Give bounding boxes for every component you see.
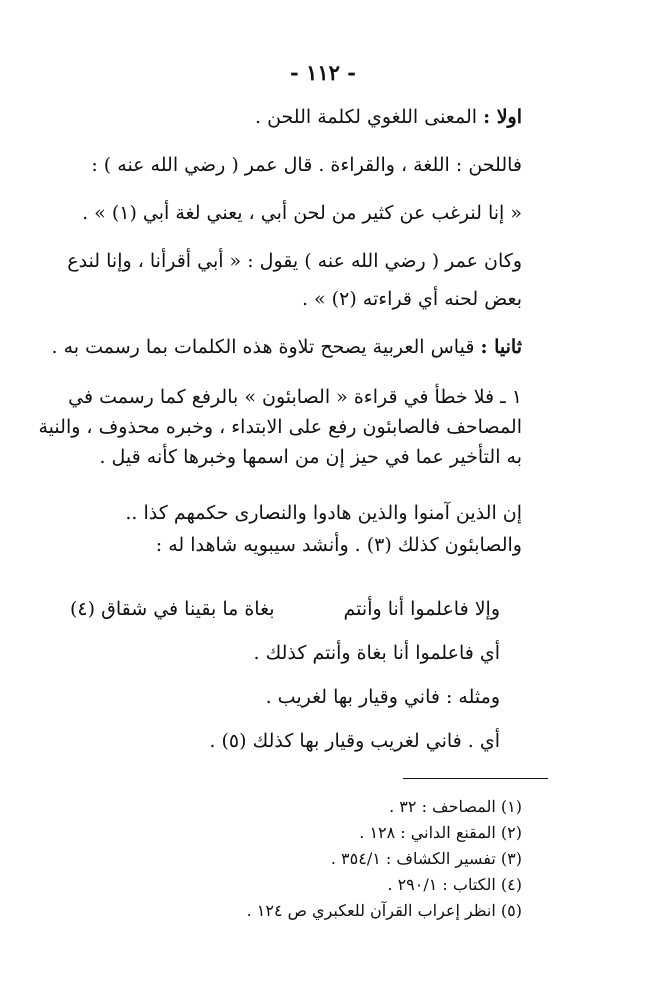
line-14: ومثله : فاني وقيار بها لغريب .: [265, 686, 500, 708]
main-text: [38, 103, 522, 775]
page-number: - ١١٢ -: [290, 60, 356, 85]
line-10: إن الذين آمنوا والذين هادوا والنصارى حكمهم كذا ..: [125, 502, 522, 524]
line-15: أي . فاني لغريب وقيار بها كذلك (٥) .: [209, 730, 500, 752]
line-5: بعض لحنه أي قراءته (٢) » .: [301, 288, 522, 310]
line-3: « إنا لنرغب عن كثير من لحن أبي ، يعني لغة أبي (١) » .: [82, 202, 522, 224]
line-7: ١ ـ فلا خطأ في قراءة « الصابئون » بالرفع كما رسمت في: [68, 386, 522, 408]
line-11: والصابئون كذلك (٣) . وأنشد سيبويه شاهدا له :: [155, 534, 522, 556]
footnote-5: (٥) انظر إعراب القرآن للعكبري ص ١٢٤ .: [246, 901, 522, 920]
line-8: المصاحف فالصابئون رفع على الابتداء ، وخبره محذوف ، والنية: [38, 416, 522, 438]
line-13: أي فاعلموا أنا بغاة وأنتم كذلك .: [253, 642, 500, 664]
line-4: وكان عمر ( رضي الله عنه ) يقول : « أبي أقرأنا ، وإنا لندع: [67, 250, 522, 272]
footnote-4: (٤) الكتاب : ٢٩٠/١ .: [387, 875, 522, 894]
line-2: فاللحن : اللغة ، والقراءة . قال عمر ( رضي الله عنه ) :: [91, 154, 522, 176]
heading-first-text: المعنى اللغوي لكلمة اللحن .: [255, 106, 478, 128]
verse-line: [70, 595, 522, 623]
footnote-1: (١) المصاحف : ٣٢ .: [389, 797, 522, 816]
footnotes: [80, 794, 522, 924]
line-1: [70, 103, 522, 131]
footnote-divider: [403, 778, 548, 779]
heading-second-text: قياس العربية يصحح تلاوة هذه الكلمات بما رسمت به .: [51, 336, 475, 358]
footnote-2: (٢) المقنع الداني : ١٢٨ .: [359, 823, 522, 842]
heading-second: ثانيا :: [480, 336, 522, 358]
verse-second-hemistich: بغاة ما بقينا في شقاق (٤): [70, 598, 275, 620]
line-6: [51, 333, 522, 361]
line-9: به التأخير عما في حيز إن من اسمها وخبرها كأنه قيل .: [99, 446, 522, 468]
verse-first-hemistich: وإلا فاعلموا أنا وأنتم: [343, 598, 500, 620]
footnote-3: (٣) تفسير الكشاف : ٣٥٤/١ .: [330, 849, 522, 868]
heading-first: اولا :: [483, 106, 522, 128]
